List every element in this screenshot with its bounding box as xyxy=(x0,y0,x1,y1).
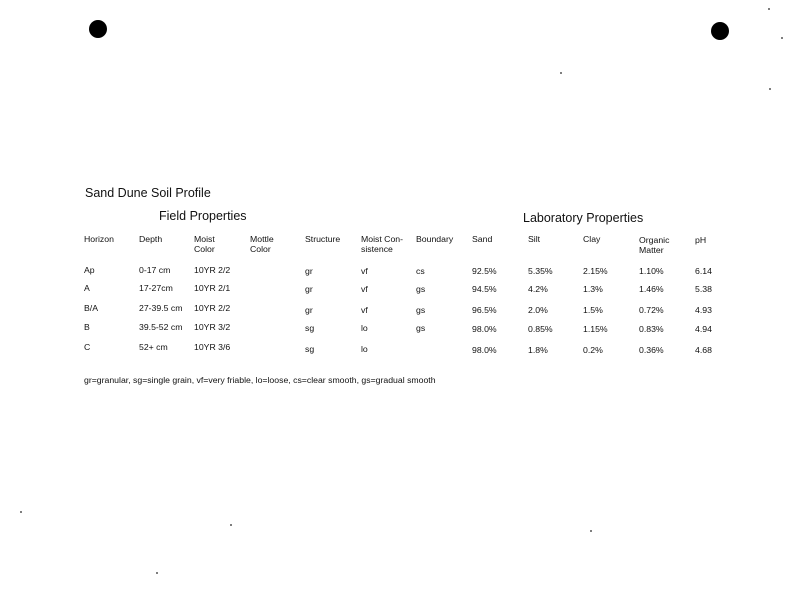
cell-depth: 52+ cm xyxy=(139,342,168,352)
cell-consistence: vf xyxy=(361,305,368,315)
header-organic-line2: Matter xyxy=(639,244,664,255)
cell-structure: gr xyxy=(305,284,313,294)
cell-moist-color: 10YR 2/1 xyxy=(194,283,231,293)
cell-depth: 17-27cm xyxy=(139,283,173,293)
header-ph: pH xyxy=(695,235,707,245)
cell-boundary: cs xyxy=(416,266,425,276)
cell-structure: sg xyxy=(305,344,315,354)
header-moist-color-line2: Color xyxy=(194,243,215,254)
cell-organic: 0.72% xyxy=(639,305,664,315)
header-mottle-color-line1: Mottle xyxy=(250,234,274,244)
header-consistence-line2: sistence xyxy=(361,243,393,254)
cell-clay: 0.2% xyxy=(583,345,603,355)
header-mottle-color xyxy=(250,235,274,254)
laboratory-properties-heading: Laboratory Properties xyxy=(523,211,644,225)
cell-sand: 98.0% xyxy=(472,324,497,334)
cell-consistence: vf xyxy=(361,266,368,276)
cell-ph: 4.68 xyxy=(695,345,712,355)
scan-speck xyxy=(560,72,562,74)
cell-sand: 98.0% xyxy=(472,345,497,355)
scan-speck xyxy=(769,88,771,90)
header-clay: Clay xyxy=(583,234,601,244)
scan-speck xyxy=(230,524,232,526)
header-consistence xyxy=(361,235,403,254)
cell-boundary: gs xyxy=(416,323,426,333)
cell-clay: 1.5% xyxy=(583,305,603,315)
cell-depth: 0-17 cm xyxy=(139,265,171,275)
cell-ph: 4.93 xyxy=(695,305,712,315)
cell-silt: 5.35% xyxy=(528,266,553,276)
cell-boundary: gs xyxy=(416,284,426,294)
cell-sand: 94.5% xyxy=(472,284,497,294)
abbreviation-legend: gr=granular, sg=single grain, vf=very friable, lo=loose, cs=clear smooth, gs=gradual smooth xyxy=(84,375,436,385)
cell-ph: 5.38 xyxy=(695,284,712,294)
header-depth: Depth xyxy=(139,234,163,244)
cell-consistence: lo xyxy=(361,323,368,333)
scan-speck xyxy=(20,511,22,513)
cell-clay: 2.15% xyxy=(583,266,608,276)
header-moist-color xyxy=(194,235,215,254)
scan-speck xyxy=(768,8,770,10)
cell-horizon: A xyxy=(84,283,90,293)
cell-ph: 6.14 xyxy=(695,266,712,276)
cell-horizon: C xyxy=(84,342,91,352)
cell-moist-color: 10YR 3/2 xyxy=(194,322,231,332)
cell-organic: 0.36% xyxy=(639,345,664,355)
header-organic-line1: Organic xyxy=(639,235,670,245)
cell-silt: 0.85% xyxy=(528,324,553,334)
punch-hole-left xyxy=(89,20,107,38)
cell-moist-color: 10YR 3/6 xyxy=(194,342,231,352)
header-structure: Structure xyxy=(305,234,341,244)
cell-silt: 1.8% xyxy=(528,345,548,355)
header-sand: Sand xyxy=(472,234,493,244)
scan-speck xyxy=(156,572,158,574)
cell-horizon: Ap xyxy=(84,265,95,275)
field-properties-heading: Field Properties xyxy=(159,209,247,223)
cell-horizon: B xyxy=(84,322,90,332)
cell-silt: 4.2% xyxy=(528,284,548,294)
cell-sand: 92.5% xyxy=(472,266,497,276)
header-boundary: Boundary xyxy=(416,234,454,244)
cell-organic: 1.10% xyxy=(639,266,664,276)
cell-structure: sg xyxy=(305,323,315,333)
cell-horizon: B/A xyxy=(84,303,99,313)
cell-clay: 1.3% xyxy=(583,284,603,294)
header-mottle-color-line2: Color xyxy=(250,243,271,254)
cell-organic: 0.83% xyxy=(639,324,664,334)
cell-consistence: vf xyxy=(361,284,368,294)
cell-clay: 1.15% xyxy=(583,324,608,334)
header-horizon: Horizon xyxy=(84,234,114,244)
cell-ph: 4.94 xyxy=(695,324,712,334)
scan-speck xyxy=(590,530,592,532)
cell-silt: 2.0% xyxy=(528,305,548,315)
document-title: Sand Dune Soil Profile xyxy=(85,186,211,200)
cell-moist-color: 10YR 2/2 xyxy=(194,303,231,313)
cell-depth: 27-39.5 cm xyxy=(139,303,183,313)
scan-speck xyxy=(781,37,783,39)
header-silt: Silt xyxy=(528,234,541,244)
header-organic-matter xyxy=(639,236,669,255)
header-consistence-line1: Moist Con- xyxy=(361,234,403,244)
cell-structure: gr xyxy=(305,305,313,315)
cell-moist-color: 10YR 2/2 xyxy=(194,265,231,275)
cell-consistence: lo xyxy=(361,344,368,354)
punch-hole-right xyxy=(711,22,729,40)
cell-sand: 96.5% xyxy=(472,305,497,315)
cell-depth: 39.5-52 cm xyxy=(139,322,183,332)
header-moist-color-line1: Moist xyxy=(194,234,215,244)
cell-organic: 1.46% xyxy=(639,284,664,294)
cell-boundary: gs xyxy=(416,305,426,315)
cell-structure: gr xyxy=(305,266,313,276)
